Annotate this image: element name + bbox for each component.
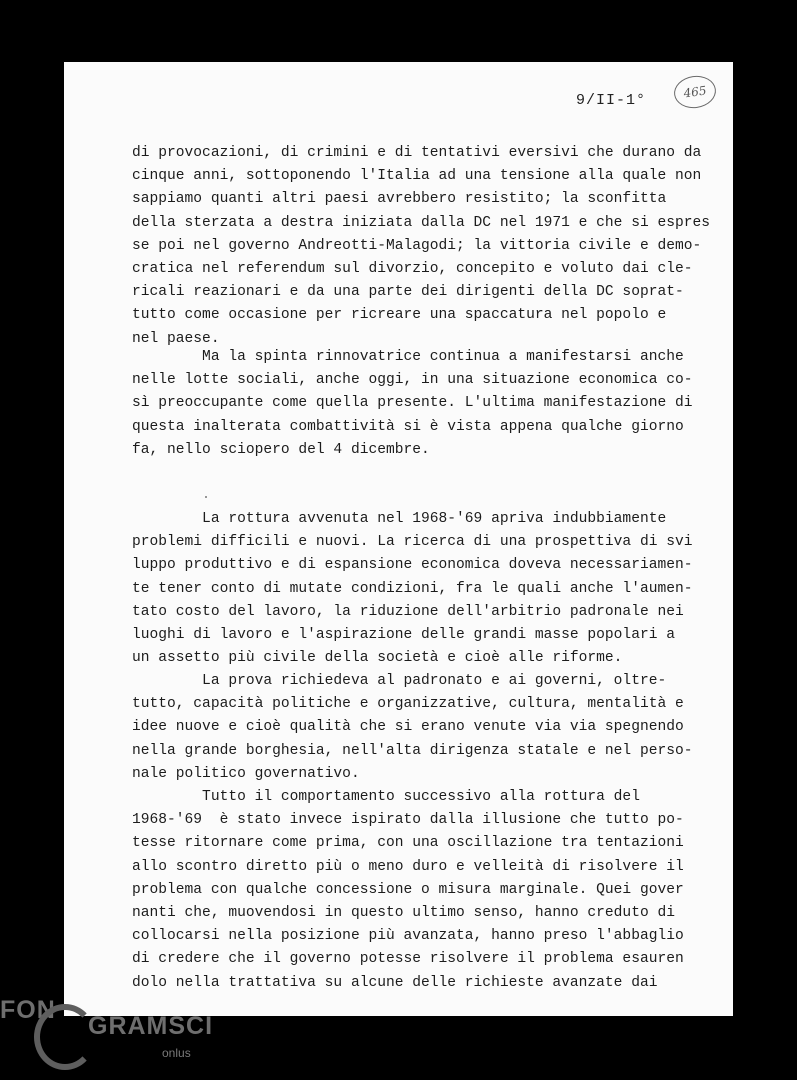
text-line: 1968-'69 è stato invece ispirato dalla illusione che tutto po- <box>132 812 684 829</box>
text-line: tutto, capacità politiche e organizzative, cultura, mentalità e <box>132 696 684 713</box>
text-line: ricali reazionari e da una parte dei dirigenti della DC soprat- <box>132 284 684 301</box>
text-line: un assetto più civile della società e cioè alle riforme. <box>132 650 623 667</box>
text-line: tesse ritornare come prima, con una oscillazione tra tentazioni <box>132 835 684 852</box>
text-line: di provocazioni, di crimini e di tentativi eversivi che durano da <box>132 145 702 161</box>
text-line: tutto come occasione per ricreare una spaccatura nel popolo e <box>132 307 667 324</box>
text-line: cinque anni, sottoponendo l'Italia ad una tensione alla quale non <box>132 168 702 185</box>
paragraph-4 <box>132 670 692 786</box>
text-line: se poi nel governo Andreotti-Malagodi; la vittoria civile e demo- <box>132 237 702 254</box>
text-line: luppo produttivo e di espansione economica doveva necessariamen- <box>132 557 693 574</box>
page-number: 9/II-1° <box>576 92 647 109</box>
text-line: idee nuove e cioè qualità che si erano venute via via spegnendo <box>132 719 684 736</box>
document-page <box>64 62 733 1016</box>
text-line: sì preoccupante come quella presente. L'ultima manifestazione di <box>132 395 693 412</box>
text-line: nel paese. <box>132 330 220 347</box>
text-line: fa, nello sciopero del 4 dicembre. <box>132 441 430 458</box>
text-line: problema con qualche concessione o misura marginale. Quei gover <box>132 881 684 898</box>
text-line: sappiamo quanti altri paesi avrebbero resistito; la sconfitta <box>132 191 667 208</box>
text-line: problemi difficili e nuovi. La ricerca di una prospettiva di svi <box>132 534 693 551</box>
text-line: La rottura avvenuta nel 1968-'69 apriva indubbiamente <box>132 511 667 527</box>
text-line: allo scontro diretto più o meno duro e velleità di risolvere il <box>132 858 684 875</box>
text-line: luoghi di lavoro e l'aspirazione delle grandi masse popolari a <box>132 626 675 643</box>
text-line: nelle lotte sociali, anche oggi, in una situazione economica co- <box>132 372 693 389</box>
paragraph-2 <box>132 346 692 462</box>
watermark-text-onlus: onlus <box>162 1046 191 1060</box>
watermark-ring-icon <box>34 1004 96 1070</box>
text-line: te tener conto di mutate condizioni, fra le quali anche l'aumen- <box>132 580 693 597</box>
watermark-text-gramsci: GRAMSCI <box>88 1012 214 1040</box>
paragraph-3 <box>132 508 692 670</box>
text-line: cratica nel referendum sul divorzio, concepito e voluto dai cle- <box>132 260 693 277</box>
paragraph-5 <box>132 786 692 995</box>
text-line: tato costo del lavoro, la riduzione dell'arbitrio padronale nei <box>132 603 684 620</box>
watermark-text-fon: FON <box>0 996 56 1024</box>
text-line: questa inalterata combattività si è vista appena qualche giorno <box>132 418 684 435</box>
text-line: collocarsi nella posizione più avanzata, hanno preso l'abbaglio <box>132 928 684 945</box>
stray-mark <box>205 496 207 498</box>
text-line: dolo nella trattativa su alcune delle richieste avanzate dai <box>132 974 658 991</box>
text-line: Ma la spinta rinnovatrice continua a manifestarsi anche <box>132 349 684 365</box>
text-line: nella grande borghesia, nell'alta dirigenza statale e nel perso- <box>132 742 693 759</box>
text-line: Tutto il comportamento successivo alla rottura del <box>132 789 640 805</box>
text-line: della sterzata a destra iniziata dalla DC nel 1971 e che si espres <box>132 214 711 231</box>
text-line: di credere che il governo potesse risolvere il problema esauren <box>132 951 684 968</box>
paragraph-1 <box>132 142 711 351</box>
archive-stamp: 465 <box>672 73 718 111</box>
text-line: nale politico governativo. <box>132 765 360 782</box>
fondazione-gramsci-watermark <box>0 990 240 1080</box>
text-line: nanti che, muovendosi in questo ultimo senso, hanno creduto di <box>132 904 675 921</box>
text-line: La prova richiedeva al padronato e ai governi, oltre- <box>132 673 667 689</box>
